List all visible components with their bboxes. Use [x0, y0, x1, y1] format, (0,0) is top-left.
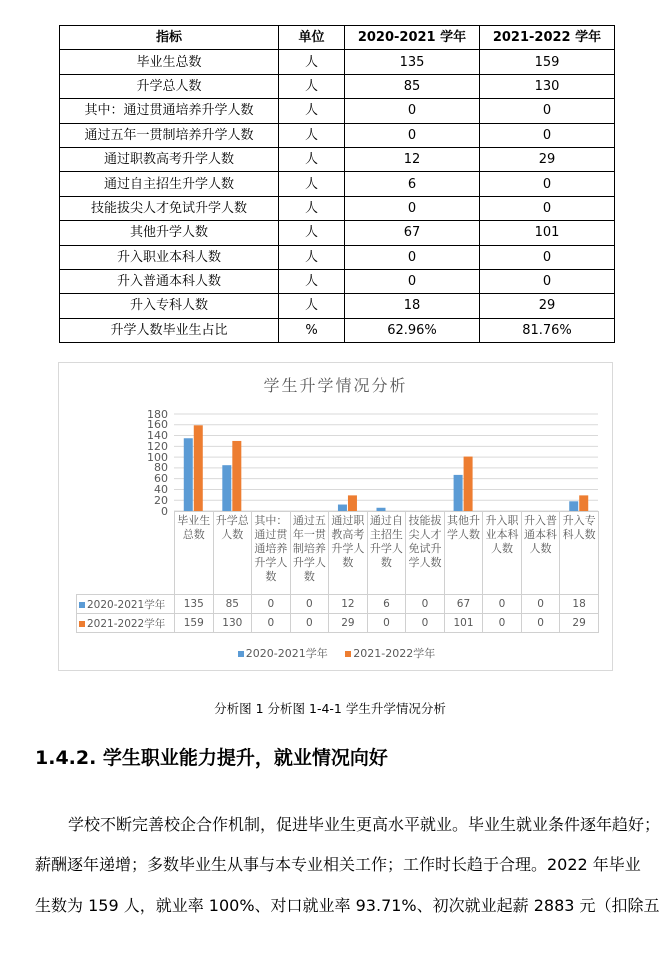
- bar: [348, 495, 357, 511]
- series-swatch: [79, 621, 85, 627]
- cell-value-2020: 0: [345, 123, 480, 147]
- cell-indicator: 技能拔尖人才免试升学人数: [60, 196, 279, 220]
- y-tick-label: 180: [147, 407, 168, 421]
- data-value-label: 6: [367, 595, 406, 614]
- x-category-label: 技能拔尖人才免试升学人数: [406, 512, 445, 595]
- cell-value-2021: 81.76%: [480, 318, 615, 342]
- data-value-label: 85: [213, 595, 252, 614]
- paragraph-line: 学校不断完善校企合作机制，促进毕业生更高水平就业。毕业生就业条件逐年趋好；: [68, 815, 660, 834]
- paragraph-line: 薪酬逐年递增；多数毕业生从事与本专业相关工作；工作时长趋于合理。2022 年毕业: [35, 855, 641, 874]
- cell-value-2020: 0: [345, 196, 480, 220]
- x-category-label: 升学总人数: [213, 512, 252, 595]
- series-name: 2020-2021学年: [87, 598, 166, 611]
- enrollment-statistics-table: [59, 25, 615, 343]
- data-value-label: 0: [290, 595, 329, 614]
- figure-caption: 分析图 1 分析图 1-4-1 学生升学情况分析: [214, 701, 446, 716]
- data-value-label: 0: [483, 595, 522, 614]
- table-row: [60, 74, 615, 98]
- cell-indicator: 通过自主招生升学人数: [60, 172, 279, 196]
- y-tick-label: 100: [147, 450, 168, 464]
- chart-series-row: [77, 595, 599, 614]
- cell-indicator: 升入专科人数: [60, 294, 279, 318]
- cell-indicator: 其他升学人数: [60, 221, 279, 245]
- legend-label: 2020-2021学年: [245, 647, 328, 660]
- cell-value-2020: 62.96%: [345, 318, 480, 342]
- cell-value-2020: 67: [345, 221, 480, 245]
- series-name: 2021-2022学年: [87, 617, 166, 630]
- x-category-label: 毕业生总数: [175, 512, 214, 595]
- cell-value-2021: 130: [480, 74, 615, 98]
- x-category-label: 通过五年一贯制培养升学人数: [290, 512, 329, 595]
- data-value-label: 159: [175, 614, 214, 633]
- cell-unit: 人: [279, 172, 345, 196]
- chart-table-corner: [77, 512, 175, 595]
- bar: [222, 465, 231, 511]
- table-row: [60, 318, 615, 342]
- legend-swatch: [238, 651, 244, 657]
- table-row: [60, 147, 615, 171]
- data-value-label: 67: [444, 595, 483, 614]
- header-year-2020: 2020-2021 学年: [345, 26, 480, 50]
- header-indicator: 指标: [60, 26, 279, 50]
- bar: [232, 441, 241, 511]
- cell-unit: 人: [279, 269, 345, 293]
- data-value-label: 0: [290, 614, 329, 633]
- cell-value-2021: 29: [480, 294, 615, 318]
- table-row: [60, 269, 615, 293]
- data-value-label: 0: [483, 614, 522, 633]
- y-tick-label: 160: [147, 418, 168, 432]
- cell-value-2020: 18: [345, 294, 480, 318]
- cell-indicator: 升入职业本科人数: [60, 245, 279, 269]
- series-label: [77, 614, 175, 633]
- cell-value-2020: 12: [345, 147, 480, 171]
- chart-series-row: [77, 614, 599, 633]
- x-category-label: 升入职业本科人数: [483, 512, 522, 595]
- cell-unit: %: [279, 318, 345, 342]
- bar: [579, 495, 588, 511]
- cell-unit: 人: [279, 147, 345, 171]
- data-value-label: 0: [521, 614, 560, 633]
- cell-value-2021: 29: [480, 147, 615, 171]
- y-tick-label: 40: [154, 482, 168, 496]
- cell-unit: 人: [279, 99, 345, 123]
- header-year-2021: 2021-2022 学年: [480, 26, 615, 50]
- table-row: [60, 50, 615, 74]
- y-tick-label: 0: [161, 504, 168, 518]
- cell-value-2021: 0: [480, 196, 615, 220]
- data-value-label: 0: [252, 614, 291, 633]
- enrollment-chart: [58, 362, 613, 671]
- table-header-row: [60, 26, 615, 50]
- cell-unit: 人: [279, 123, 345, 147]
- cell-indicator: 升学人数毕业生占比: [60, 318, 279, 342]
- table-row: [60, 245, 615, 269]
- legend-label: 2021-2022学年: [353, 647, 436, 660]
- cell-indicator: 毕业生总数: [60, 50, 279, 74]
- x-category-label: 通过职教高考升学人数: [329, 512, 368, 595]
- cell-value-2020: 6: [345, 172, 480, 196]
- cell-value-2020: 0: [345, 269, 480, 293]
- chart-title: 学生升学情况分析: [263, 376, 408, 395]
- cell-indicator: 通过五年一贯制培养升学人数: [60, 123, 279, 147]
- y-tick-label: 80: [154, 461, 168, 475]
- cell-value-2020: 85: [345, 74, 480, 98]
- cell-indicator: 升学总人数: [60, 74, 279, 98]
- chart-legend: [59, 645, 612, 661]
- paragraph-line: 生数为 159 人，就业率 100%、对口就业率 93.71%、初次就业起薪 2883 元（扣除五: [35, 896, 660, 915]
- bar: [569, 501, 578, 511]
- series-swatch: [79, 602, 85, 608]
- cell-indicator: 通过职教高考升学人数: [60, 147, 279, 171]
- x-category-label: 通过自主招生升学人数: [367, 512, 406, 595]
- bar: [194, 425, 203, 511]
- cell-value-2021: 159: [480, 50, 615, 74]
- cell-indicator: 其中：通过贯通培养升学人数: [60, 99, 279, 123]
- cell-value-2020: 135: [345, 50, 480, 74]
- x-category-label: 其中：通过贯通培养升学人数: [252, 512, 291, 595]
- bar: [464, 457, 473, 511]
- cell-unit: 人: [279, 74, 345, 98]
- cell-value-2021: 0: [480, 172, 615, 196]
- data-value-label: 29: [560, 614, 599, 633]
- bar: [454, 475, 463, 511]
- x-category-label: 升入专科人数: [560, 512, 599, 595]
- legend-item: [236, 645, 328, 661]
- data-value-label: 101: [444, 614, 483, 633]
- table-row: [60, 172, 615, 196]
- cell-value-2020: 0: [345, 99, 480, 123]
- data-value-label: 0: [406, 595, 445, 614]
- header-unit: 单位: [279, 26, 345, 50]
- data-value-label: 18: [560, 595, 599, 614]
- data-value-label: 0: [367, 614, 406, 633]
- table-row: [60, 123, 615, 147]
- x-category-label: 升入普通本科人数: [521, 512, 560, 595]
- data-value-label: 29: [329, 614, 368, 633]
- y-tick-label: 120: [147, 439, 168, 453]
- cell-value-2020: 0: [345, 245, 480, 269]
- table-row: [60, 99, 615, 123]
- cell-unit: 人: [279, 245, 345, 269]
- legend-swatch: [345, 651, 351, 657]
- data-value-label: 135: [175, 595, 214, 614]
- table-row: [60, 196, 615, 220]
- data-value-label: 130: [213, 614, 252, 633]
- y-tick-label: 20: [154, 493, 168, 507]
- cell-value-2021: 0: [480, 245, 615, 269]
- data-value-label: 12: [329, 595, 368, 614]
- y-tick-label: 60: [154, 472, 168, 486]
- cell-value-2021: 0: [480, 99, 615, 123]
- cell-unit: 人: [279, 50, 345, 74]
- section-heading: 1.4.2. 学生职业能力提升，就业情况向好: [35, 747, 388, 769]
- cell-unit: 人: [279, 221, 345, 245]
- cell-value-2021: 0: [480, 123, 615, 147]
- x-category-label: 其他升学人数: [444, 512, 483, 595]
- legend-item: [343, 645, 435, 661]
- series-label: [77, 595, 175, 614]
- cell-unit: 人: [279, 196, 345, 220]
- bar: [184, 438, 193, 511]
- cell-indicator: 升入普通本科人数: [60, 269, 279, 293]
- table-row: [60, 221, 615, 245]
- y-tick-label: 140: [147, 429, 168, 443]
- cell-unit: 人: [279, 294, 345, 318]
- table-row: [60, 294, 615, 318]
- cell-value-2021: 0: [480, 269, 615, 293]
- cell-value-2021: 101: [480, 221, 615, 245]
- chart-category-row: [77, 512, 599, 595]
- data-value-label: 0: [521, 595, 560, 614]
- data-value-label: 0: [406, 614, 445, 633]
- data-value-label: 0: [252, 595, 291, 614]
- chart-data-table: [76, 511, 599, 633]
